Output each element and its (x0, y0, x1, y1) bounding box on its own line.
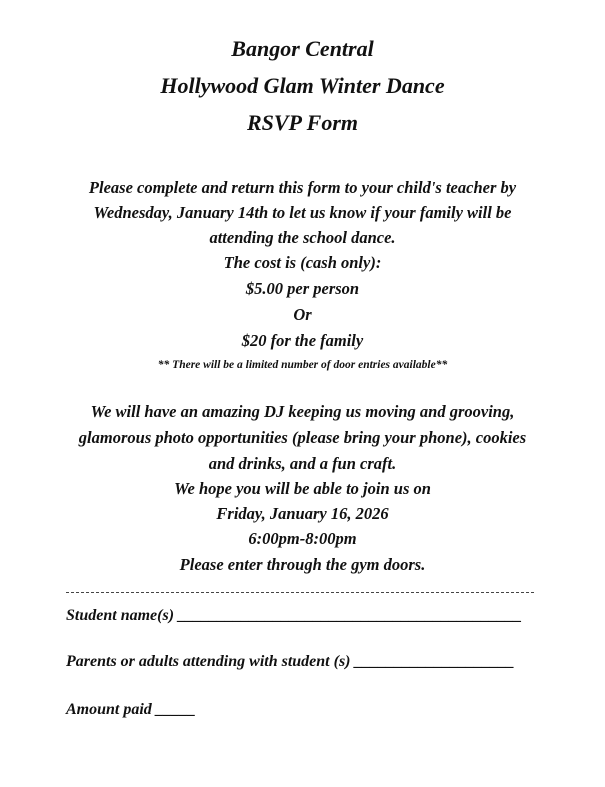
intro-line: attending the school dance. (209, 228, 396, 247)
details-line: and drinks, and a fun craft. (208, 454, 397, 473)
cost-per-person: $5.00 per person (245, 279, 360, 298)
entry-instructions: Please enter through the gym doors. (179, 555, 426, 574)
title-school: Bangor Central (231, 36, 374, 61)
title-event: Hollywood Glam Winter Dance (160, 73, 445, 98)
cost-family: $20 for the family (241, 331, 364, 350)
intro-line: Please complete and return this form to your child's teacher by (88, 178, 517, 197)
parents-attending-field[interactable]: Parents or adults attending with student (s) ____________________ (66, 653, 515, 670)
amount-paid-field[interactable]: Amount paid _____ (66, 701, 196, 718)
details-line: We hope you will be able to join us on (174, 479, 431, 498)
cost-or: Or (293, 305, 312, 324)
cost-heading: The cost is (cash only): (223, 253, 382, 272)
cut-line-divider (66, 592, 534, 593)
details-line: We will have an amazing DJ keeping us moving and grooving, (90, 402, 515, 421)
event-time: 6:00pm-8:00pm (248, 529, 357, 548)
intro-line: Wednesday, January 14th to let us know if your family will be (93, 203, 512, 222)
door-entries-note: ** There will be a limited number of door entries available** (157, 359, 448, 371)
title-form: RSVP Form (246, 110, 359, 135)
details-line: glamorous photo opportunities (please bring your phone), cookies (78, 428, 527, 447)
event-date: Friday, January 16, 2026 (216, 504, 389, 523)
student-name-field[interactable]: Student name(s) ___________________________________________ (66, 607, 523, 624)
